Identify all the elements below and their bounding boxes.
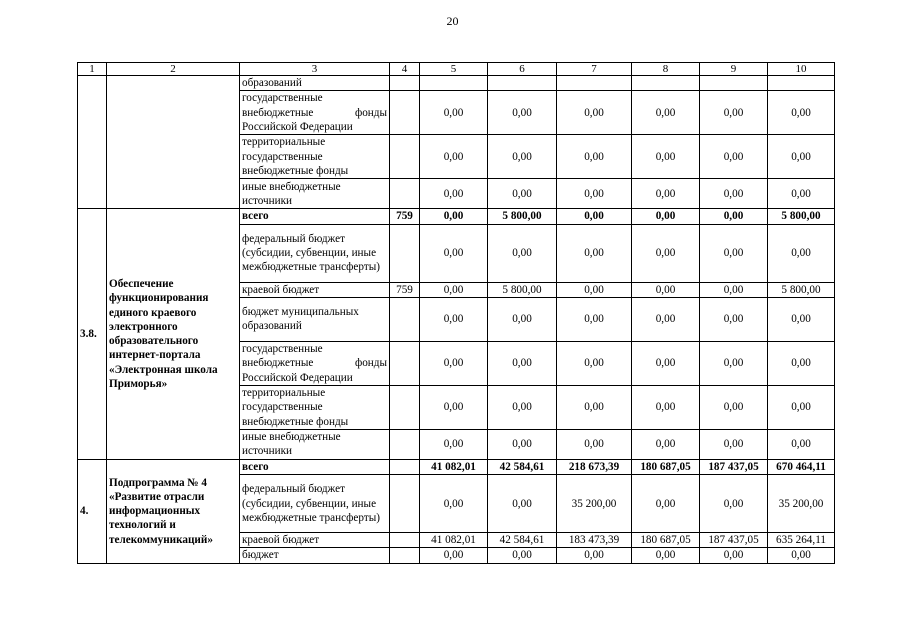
funding-source-cell: краевой бюджет — [240, 533, 390, 548]
header-cell: 3 — [240, 63, 390, 76]
funding-source-cell: краевой бюджет — [240, 282, 390, 297]
value-cell: 0,00 — [700, 475, 768, 533]
value-cell: 0,00 — [420, 475, 488, 533]
code-cell — [390, 341, 420, 385]
header-cell: 2 — [107, 63, 240, 76]
header-row — [78, 63, 835, 76]
table-body — [78, 63, 835, 564]
value-cell: 0,00 — [700, 209, 768, 224]
value-cell: 0,00 — [420, 548, 488, 563]
table-row — [78, 209, 835, 224]
code-cell: 759 — [390, 209, 420, 224]
code-cell — [390, 548, 420, 563]
value-cell: 0,00 — [420, 179, 488, 209]
code-cell — [390, 76, 420, 91]
header-cell: 1 — [78, 63, 107, 76]
value-cell: 0,00 — [768, 548, 835, 563]
value-cell: 0,00 — [557, 385, 632, 429]
header-cell: 10 — [768, 63, 835, 76]
funding-source-cell: государственные внебюджетные фонды Российской Федерации — [240, 341, 390, 385]
code-cell — [390, 385, 420, 429]
value-cell: 0,00 — [420, 341, 488, 385]
code-cell — [390, 533, 420, 548]
funding-source-cell: иные внебюджетные источники — [240, 179, 390, 209]
value-cell: 0,00 — [768, 385, 835, 429]
header-cell: 7 — [557, 63, 632, 76]
value-cell: 0,00 — [420, 385, 488, 429]
value-cell: 0,00 — [700, 179, 768, 209]
value-cell: 0,00 — [420, 224, 488, 282]
value-cell: 0,00 — [632, 282, 700, 297]
code-cell — [390, 475, 420, 533]
value-cell: 0,00 — [768, 429, 835, 459]
funding-source-cell: иные внебюджетные источники — [240, 429, 390, 459]
value-cell: 0,00 — [632, 548, 700, 563]
value-cell: 0,00 — [557, 429, 632, 459]
value-cell: 0,00 — [488, 548, 557, 563]
value-cell: 0,00 — [768, 91, 835, 135]
value-cell: 0,00 — [700, 548, 768, 563]
header-cell: 6 — [488, 63, 557, 76]
funding-source-cell: всего — [240, 459, 390, 474]
value-cell: 0,00 — [700, 282, 768, 297]
value-cell: 0,00 — [420, 429, 488, 459]
value-cell: 0,00 — [768, 135, 835, 179]
value-cell: 0,00 — [488, 91, 557, 135]
header-cell: 9 — [700, 63, 768, 76]
code-cell — [390, 91, 420, 135]
value-cell: 0,00 — [632, 475, 700, 533]
value-cell: 5 800,00 — [488, 209, 557, 224]
value-cell — [700, 76, 768, 91]
value-cell — [420, 76, 488, 91]
table-row — [78, 76, 835, 91]
row-index-cell: 4. — [78, 459, 107, 563]
value-cell: 0,00 — [488, 341, 557, 385]
value-cell: 180 687,05 — [632, 533, 700, 548]
value-cell: 0,00 — [768, 341, 835, 385]
value-cell: 0,00 — [488, 429, 557, 459]
value-cell: 0,00 — [768, 179, 835, 209]
value-cell: 35 200,00 — [768, 475, 835, 533]
funding-source-cell: образований — [240, 76, 390, 91]
value-cell — [557, 76, 632, 91]
funding-source-cell: территориальные государственные внебюджетные фонды — [240, 135, 390, 179]
value-cell: 0,00 — [557, 282, 632, 297]
value-cell: 5 800,00 — [488, 282, 557, 297]
funding-source-cell: федеральный бюджет (субсидии, субвенции, иные межбюджетные трансферты) — [240, 224, 390, 282]
value-cell: 0,00 — [700, 385, 768, 429]
value-cell — [768, 76, 835, 91]
value-cell: 41 082,01 — [420, 533, 488, 548]
code-cell — [390, 179, 420, 209]
value-cell: 0,00 — [557, 548, 632, 563]
value-cell: 0,00 — [557, 179, 632, 209]
row-index-cell: 3.8. — [78, 209, 107, 460]
table-row — [78, 459, 835, 474]
value-cell: 0,00 — [632, 179, 700, 209]
budget-table — [77, 62, 835, 564]
value-cell: 0,00 — [700, 224, 768, 282]
page-number: 20 — [446, 14, 459, 28]
code-cell — [390, 297, 420, 341]
value-cell: 0,00 — [632, 385, 700, 429]
code-cell: 759 — [390, 282, 420, 297]
value-cell: 0,00 — [557, 297, 632, 341]
value-cell: 41 082,01 — [420, 459, 488, 474]
code-cell — [390, 459, 420, 474]
value-cell: 0,00 — [557, 209, 632, 224]
value-cell: 187 437,05 — [700, 459, 768, 474]
value-cell: 183 473,39 — [557, 533, 632, 548]
value-cell: 0,00 — [768, 297, 835, 341]
value-cell: 0,00 — [700, 135, 768, 179]
code-cell — [390, 135, 420, 179]
value-cell: 42 584,61 — [488, 533, 557, 548]
value-cell: 35 200,00 — [557, 475, 632, 533]
value-cell: 0,00 — [700, 429, 768, 459]
value-cell: 5 800,00 — [768, 282, 835, 297]
value-cell: 0,00 — [632, 429, 700, 459]
row-index-cell — [78, 76, 107, 209]
value-cell: 0,00 — [700, 91, 768, 135]
value-cell: 218 673,39 — [557, 459, 632, 474]
value-cell: 0,00 — [488, 179, 557, 209]
row-title-cell — [107, 76, 240, 209]
value-cell: 187 437,05 — [700, 533, 768, 548]
row-title-cell: Подпрограмма № 4 «Развитие отрасли информационных технологий и телекоммуникаций» — [107, 459, 240, 563]
funding-source-cell: федеральный бюджет (субсидии, субвенции, иные межбюджетные трансферты) — [240, 475, 390, 533]
value-cell: 635 264,11 — [768, 533, 835, 548]
value-cell: 0,00 — [632, 91, 700, 135]
funding-source-cell: территориальные государственные внебюджетные фонды — [240, 385, 390, 429]
value-cell: 670 464,11 — [768, 459, 835, 474]
value-cell: 180 687,05 — [632, 459, 700, 474]
value-cell: 0,00 — [420, 297, 488, 341]
funding-source-cell: государственные внебюджетные фонды Российской Федерации — [240, 91, 390, 135]
value-cell: 0,00 — [700, 341, 768, 385]
header-cell: 5 — [420, 63, 488, 76]
value-cell: 0,00 — [488, 475, 557, 533]
value-cell: 0,00 — [632, 341, 700, 385]
value-cell: 0,00 — [488, 385, 557, 429]
value-cell: 0,00 — [557, 224, 632, 282]
value-cell: 0,00 — [420, 282, 488, 297]
value-cell: 0,00 — [632, 297, 700, 341]
value-cell: 0,00 — [488, 135, 557, 179]
value-cell: 5 800,00 — [768, 209, 835, 224]
value-cell: 0,00 — [557, 135, 632, 179]
value-cell — [632, 76, 700, 91]
value-cell: 0,00 — [768, 224, 835, 282]
value-cell: 0,00 — [632, 224, 700, 282]
value-cell: 42 584,61 — [488, 459, 557, 474]
header-cell: 8 — [632, 63, 700, 76]
code-cell — [390, 429, 420, 459]
value-cell: 0,00 — [420, 91, 488, 135]
funding-source-cell: всего — [240, 209, 390, 224]
funding-source-cell: бюджет муниципальных образований — [240, 297, 390, 341]
value-cell: 0,00 — [488, 297, 557, 341]
value-cell: 0,00 — [557, 341, 632, 385]
value-cell — [488, 76, 557, 91]
funding-source-cell: бюджет — [240, 548, 390, 563]
value-cell: 0,00 — [420, 209, 488, 224]
value-cell: 0,00 — [420, 135, 488, 179]
value-cell: 0,00 — [488, 224, 557, 282]
row-title-cell: Обеспечение функционирования единого краевого электронного образовательного интернет-портала «Электронная школа Приморья» — [107, 209, 240, 460]
value-cell: 0,00 — [557, 91, 632, 135]
value-cell: 0,00 — [632, 135, 700, 179]
header-cell: 4 — [390, 63, 420, 76]
value-cell: 0,00 — [700, 297, 768, 341]
code-cell — [390, 224, 420, 282]
value-cell: 0,00 — [632, 209, 700, 224]
